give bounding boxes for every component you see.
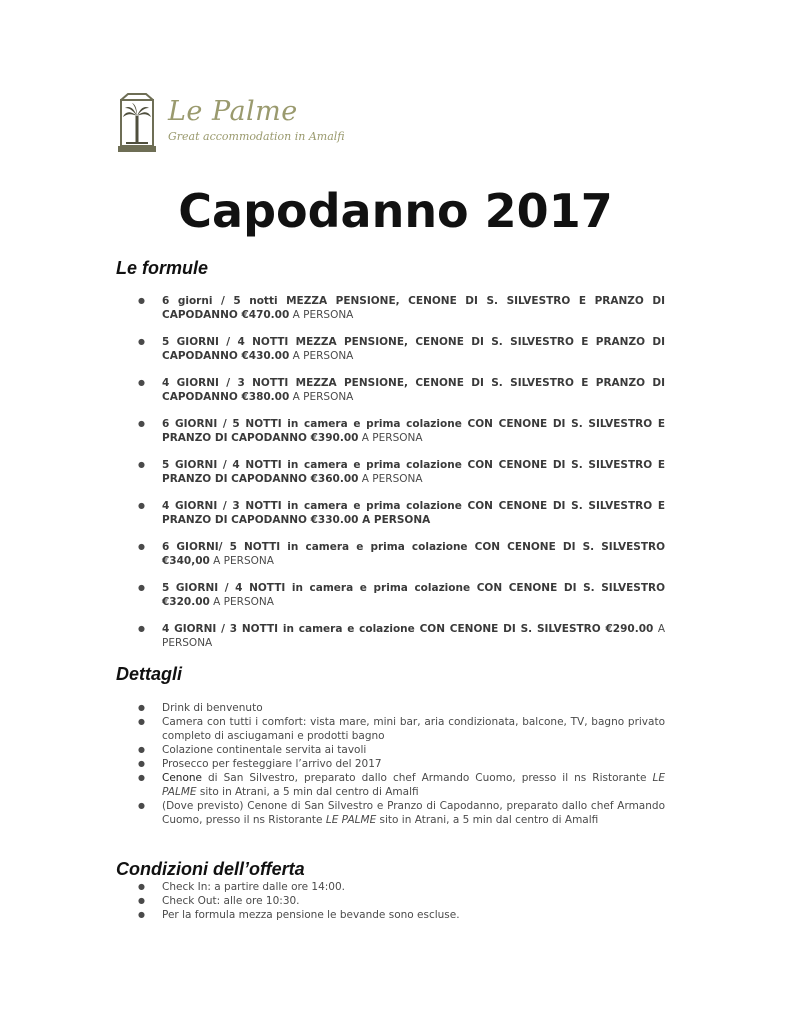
- cenone-lead: Cenone: [162, 772, 202, 784]
- list-item: [0, 771, 791, 799]
- formule-list: [0, 294, 791, 650]
- offer-suffix: A PERSONA: [209, 555, 274, 567]
- dettagli-heading: Dettagli: [116, 664, 183, 684]
- list-item: ● Prosecco per festeggiare l’arrivo del 2017: [0, 757, 791, 771]
- offer-text: 6 GIORNI/ 5 NOTTI in camera e prima colazione CON CENONE DI S. SILVESTRO €340,00: [162, 541, 665, 567]
- offer-text: 5 GIORNI / 4 NOTTI MEZZA PENSIONE, CENONE DI S. SILVESTRO E PRANZO DI CAPODANNO €430.00: [162, 336, 665, 362]
- page-title: Capodanno 2017: [178, 184, 613, 238]
- dettagli-list: [0, 701, 791, 827]
- offer-text: 4 GIORNI / 3 NOTTI in camera e colazione CON CENONE DI S. SILVESTRO €290.00: [162, 623, 654, 635]
- list-item: [0, 335, 791, 363]
- offer-suffix: A PERSONA: [289, 309, 354, 321]
- list-item: ● Check In: a partire dalle ore 14:00.: [0, 880, 791, 894]
- list-item: ● Camera con tutti i comfort: vista mare, mini bar, aria condizionata, balcone, TV, bagno privato completo di asciugamani e prodotti bagno: [0, 715, 791, 743]
- list-item: [0, 458, 791, 486]
- cenone-text-end: sito in Atrani, a 5 min dal centro di Amalfi: [196, 786, 419, 798]
- list-item: [0, 376, 791, 404]
- list-item: ● Colazione continentale servita ai tavoli: [0, 743, 791, 757]
- previsto-text: (Dove previsto) Cenone di San Silvestro e Pranzo di Capodanno, preparato dallo chef Armando Cuomo, presso il ns Ristorante: [162, 800, 665, 826]
- formule-heading: Le formule: [116, 258, 209, 278]
- list-item: [0, 622, 791, 650]
- offer-suffix: A PERSONA: [289, 350, 354, 362]
- offer-text: 5 GIORNI / 4 NOTTI in camera e prima colazione CON CENONE DI S. SILVESTRO E PRANZO DI CAPODANNO €360.00: [162, 459, 665, 485]
- logo-name: Le Palme: [168, 96, 298, 127]
- list-item: [0, 581, 791, 609]
- restaurant-name: LE PALME: [162, 772, 665, 798]
- condizioni-list: [0, 880, 791, 922]
- offer-text: 5 GIORNI / 4 NOTTI in camera e prima colazione CON CENONE DI S. SILVESTRO €320.00: [162, 582, 665, 608]
- offer-text: 6 GIORNI / 5 NOTTI in camera e prima colazione CON CENONE DI S. SILVESTRO E PRANZO DI CAPODANNO €390.00: [162, 418, 665, 444]
- offer-suffix: A PERSONA: [209, 596, 274, 608]
- list-item: [0, 499, 791, 527]
- condizioni-heading: Condizioni dell’offerta: [116, 859, 305, 879]
- cenone-text: di San Silvestro, preparato dallo chef Armando Cuomo, presso il ns Ristorante: [202, 772, 653, 784]
- logo: [118, 92, 348, 154]
- offer-text: 4 GIORNI / 3 NOTTI in camera e prima colazione CON CENONE DI S. SILVESTRO E PRANZO DI CAPODANNO €330.00 A PERSONA: [162, 500, 665, 526]
- offer-suffix: A PERSONA: [289, 391, 354, 403]
- offer-text: 4 GIORNI / 3 NOTTI MEZZA PENSIONE, CENONE DI S. SILVESTRO E PRANZO DI CAPODANNO €380.00: [162, 377, 665, 403]
- logo-tagline: Great accommodation in Amalfi: [168, 130, 345, 143]
- previsto-text-end: sito in Atrani, a 5 min dal centro di Amalfi: [376, 814, 599, 826]
- offer-suffix: A PERSONA: [358, 473, 423, 485]
- offer-text: 6 giorni / 5 notti MEZZA PENSIONE, CENONE DI S. SILVESTRO E PRANZO DI CAPODANNO €470.00: [162, 295, 665, 321]
- offer-suffix: A PERSONA: [358, 432, 423, 444]
- list-item: [0, 540, 791, 568]
- palm-tree-crest-icon: [118, 92, 156, 152]
- offer-suffix: A PERSONA: [162, 623, 665, 649]
- restaurant-name: LE PALME: [325, 814, 377, 826]
- list-item: [0, 417, 791, 445]
- list-item: ● Drink di benvenuto: [0, 701, 791, 715]
- list-item: ● Check Out: alle ore 10:30.: [0, 894, 791, 908]
- list-item: [0, 799, 791, 827]
- list-item: ● Per la formula mezza pensione le bevande sono escluse.: [0, 908, 791, 922]
- list-item: [0, 294, 791, 322]
